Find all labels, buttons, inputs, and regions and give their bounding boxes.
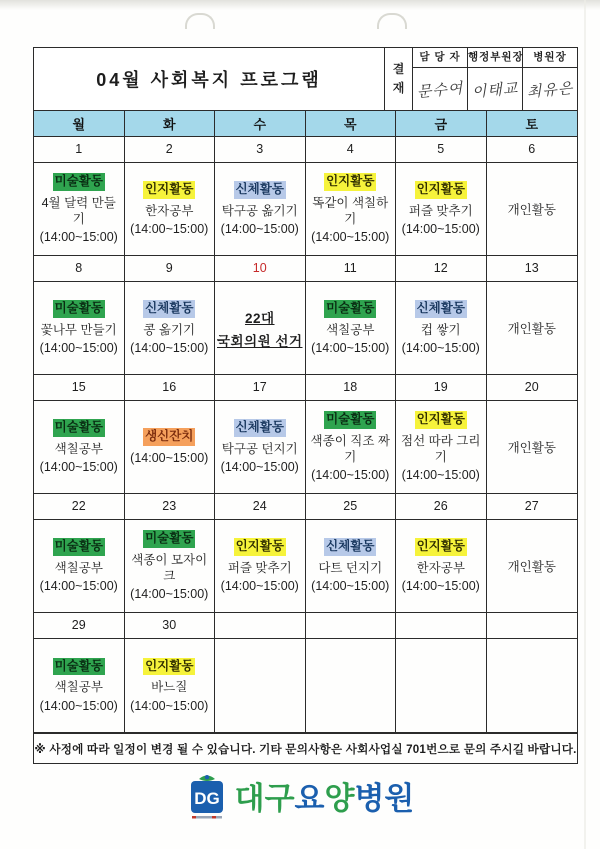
date-number: 25 [306,494,397,520]
activity-category-badge: 미술활동 [53,300,105,318]
activity-text: (14:00~15:00) [401,468,480,483]
date-number: 17 [215,375,306,401]
footer-note: ※ 사정에 따라 일정이 변경 될 수 있습니다. 기타 문의사항은 사회사업실 701번으로 문의 주시길 바랍니다. [33,733,578,764]
date-number: 2 [125,137,216,163]
activity-text: 개인활동 [507,559,556,574]
hospital-logo-icon [186,772,228,824]
activity-text: (14:00~15:00) [311,579,390,594]
day-content-cell [306,401,397,494]
date-number: 4 [306,137,397,163]
punch-hole-right [377,13,407,29]
day-content-cell [125,401,216,494]
date-number: 20 [487,375,578,401]
activity-text: (14:00~15:00) [220,222,299,237]
activity-text: 색종이 모자이크 [131,552,208,583]
day-header-cell: 화 [125,111,216,136]
date-number: 12 [396,256,487,282]
activity-text: 4월 달력 만들기 [41,195,116,226]
activity-text: (14:00~15:00) [220,460,299,475]
day-content-cell [487,163,578,256]
day-content-cell [34,639,125,732]
day-content-cell [34,163,125,256]
day-content-cell [396,163,487,256]
day-header-cell: 토 [525,117,539,132]
day-content-cell [487,639,578,732]
activity-text: (14:00~15:00) [311,230,390,245]
activity-category-badge: 신체활동 [324,538,376,556]
date-number: 13 [487,256,578,282]
approval-column [468,48,523,110]
activity-text: 국회의원 선거 [217,334,303,349]
activity-text: (14:00~15:00) [39,341,118,356]
activity-category-badge: 미술활동 [53,538,105,556]
day-content-cell [215,639,306,732]
day-content-cell [487,401,578,494]
scanned-document [33,47,578,764]
day-content-cell [306,282,397,375]
date-number: 22 [34,494,125,520]
activity-text: (14:00~15:00) [401,579,480,594]
date-number [396,613,487,639]
approval-role-label: 담 당 자 [413,48,467,68]
svg-text:DG: DG [193,789,220,808]
activity-text: 개인활동 [507,321,556,336]
day-content-cell [215,520,306,613]
activity-category-badge: 인지활동 [143,181,195,199]
activity-text: (14:00~15:00) [39,698,118,713]
date-number: 8 [34,256,125,282]
day-header-cell: 수 [215,111,306,136]
date-number: 11 [306,256,397,282]
date-number: 6 [487,137,578,163]
day-header-cell: 월 [34,111,125,136]
activity-text: 탁구공 옮기기 [221,203,298,218]
date-number: 19 [396,375,487,401]
day-content-cell [306,639,397,732]
day-content-cell [487,520,578,613]
activity-category-badge: 미술활동 [53,173,105,191]
punch-hole-left [185,13,215,29]
date-number: 23 [125,494,216,520]
logo-char: 대 [234,780,265,816]
activity-category-badge: 신체활동 [415,300,467,318]
activity-category-badge: 미술활동 [53,658,105,676]
approval-columns [413,48,577,110]
activity-text: (14:00~15:00) [401,341,480,356]
date-number: 18 [306,375,397,401]
activity-category-badge: 인지활동 [143,658,195,676]
day-content-cell [125,163,216,256]
date-number: 24 [215,494,306,520]
scanner-right-shadow [584,0,586,849]
date-number: 30 [125,613,216,639]
activity-text: 한자공부 [416,560,465,575]
logo-char: 양 [324,780,355,816]
activity-text: 색종이 직조 짜기 [310,433,390,464]
day-content-cell [34,520,125,613]
activity-category-badge: 인지활동 [324,173,376,191]
activity-category-badge: 생신잔치 [143,428,195,446]
approval-column [413,48,468,110]
approval-role-label: 행정부원장 [468,48,522,68]
date-number: 3 [215,137,306,163]
activity-text: (14:00~15:00) [220,579,299,594]
day-content-cell [396,401,487,494]
approval-role-label: 병원장 [523,48,577,68]
date-number: 26 [396,494,487,520]
day-content-cell [396,639,487,732]
approval-box [385,48,577,110]
day-header-cell: 금 [396,111,487,136]
date-number: 1 [34,137,125,163]
activity-text: (14:00~15:00) [130,341,209,356]
document-header [33,47,578,111]
activity-text: 색칠공부 [326,322,375,337]
activity-category-badge: 신체활동 [143,300,195,318]
activity-category-badge: 인지활동 [234,538,286,556]
logo-char: 원 [384,780,415,816]
date-number [215,613,306,639]
activity-text: 컵 쌓기 [420,322,461,337]
day-content-cell [125,520,216,613]
date-number: 10 [215,256,306,282]
activity-text: 색칠공부 [54,680,103,695]
approval-signature: 문수여 [416,78,464,101]
activity-text: (14:00~15:00) [39,460,118,475]
day-content-cell [306,163,397,256]
day-content-cell [396,282,487,375]
activity-category-badge: 인지활동 [415,538,467,556]
activity-text: 개인활동 [507,440,556,455]
date-number [487,613,578,639]
logo-char: 병 [354,780,385,816]
day-content-cell [34,401,125,494]
day-content-cell [125,282,216,375]
date-number: 16 [125,375,216,401]
activity-text: (14:00~15:00) [39,579,118,594]
activity-text: 색칠공부 [54,441,103,456]
hospital-logo-text [234,780,415,816]
dg-emblem-icon [186,772,228,824]
activity-text: (14:00~15:00) [311,468,390,483]
activity-category-badge: 미술활동 [143,530,195,548]
activity-category-badge: 신체활동 [234,419,286,437]
activity-text: 똑같이 색칠하기 [312,195,389,226]
day-header-row [33,111,578,137]
day-content-cell [215,282,306,375]
activity-text: (14:00~15:00) [39,230,118,245]
activity-text: 바느질 [151,680,188,695]
activity-category-badge: 미술활동 [53,419,105,437]
activity-text: 한자공부 [145,203,194,218]
approval-label: 결재 [385,48,413,110]
hospital-logo [0,768,600,828]
logo-char: 구 [264,780,295,816]
calendar-grid [33,137,578,733]
activity-text: 콩 옮기기 [143,322,196,337]
date-number: 5 [396,137,487,163]
activity-text: (14:00~15:00) [130,222,209,237]
activity-text: 퍼즐 맞추기 [408,203,473,218]
day-content-cell [125,639,216,732]
day-content-cell [396,520,487,613]
scanner-top-shadow [0,0,600,10]
activity-text: 탁구공 던지기 [221,441,298,456]
activity-text: 꽃나무 만들기 [40,322,117,337]
date-number: 9 [125,256,216,282]
date-number: 29 [34,613,125,639]
approval-signature: 이태교 [471,78,519,101]
activity-category-badge: 신체활동 [234,181,286,199]
page-title: 04월 사회복지 프로그램 [34,48,385,110]
date-number: 15 [34,375,125,401]
day-content-cell [34,282,125,375]
day-content-cell [215,401,306,494]
activity-text: (14:00~15:00) [130,587,209,602]
activity-text: (14:00~15:00) [311,341,390,356]
date-number [306,613,397,639]
activity-text: 22대 [244,311,275,327]
activity-text: 점선 따라 그리기 [401,433,481,464]
day-content-cell [306,520,397,613]
activity-text: (14:00~15:00) [130,451,209,465]
activity-text: 개인활동 [507,202,556,217]
activity-category-badge: 인지활동 [415,181,467,199]
activity-text: 색칠공부 [54,560,103,575]
day-content-cell [215,163,306,256]
activity-category-badge: 인지활동 [415,411,467,429]
activity-text: (14:00~15:00) [130,698,209,713]
activity-text: 다트 던지기 [318,560,383,575]
activity-text: (14:00~15:00) [401,222,480,237]
day-content-cell [487,282,578,375]
date-number: 27 [487,494,578,520]
activity-text: 퍼즐 맞추기 [227,560,292,575]
logo-char: 요 [294,780,325,816]
approval-column [523,48,577,110]
day-header-cell: 목 [306,111,397,136]
activity-category-badge: 미술활동 [324,300,376,318]
approval-signature: 최유은 [526,78,574,101]
activity-category-badge: 미술활동 [324,411,376,429]
